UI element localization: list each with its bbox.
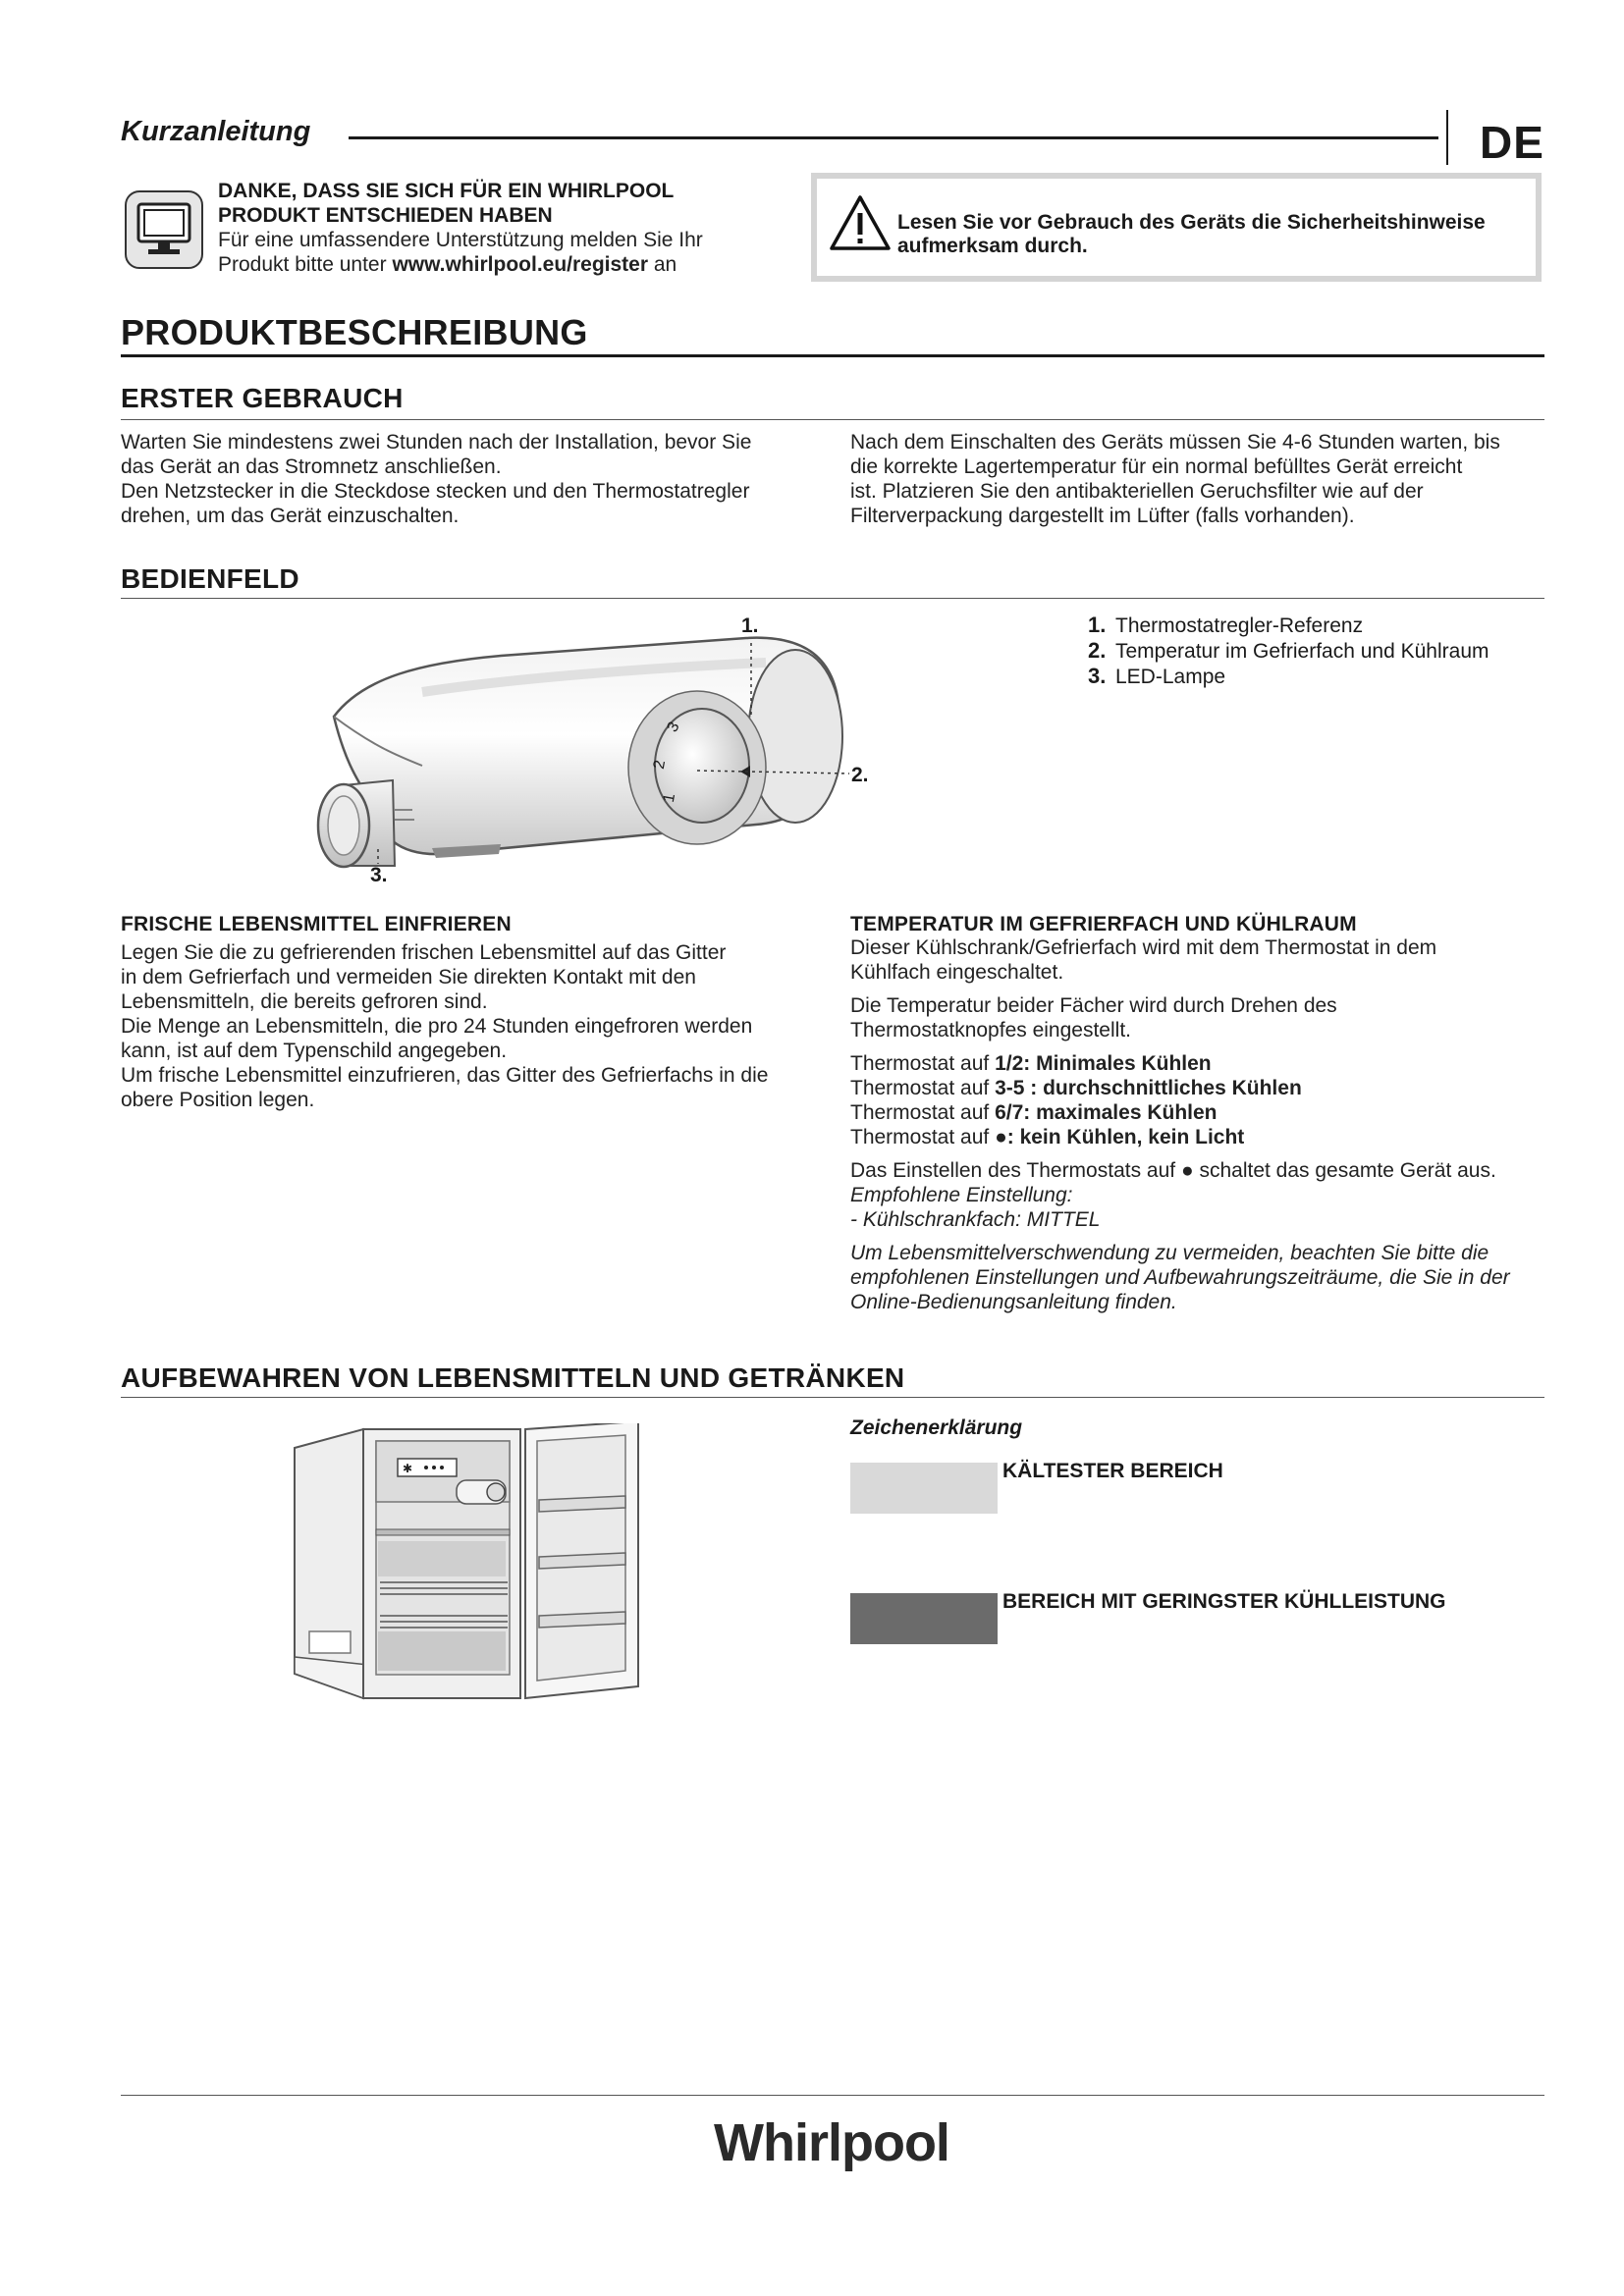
- temperature-off-line: Das Einstellen des Thermostats auf ● schaltet das gesamte Gerät aus.: [850, 1159, 1496, 1182]
- freeze-line: Die Menge an Lebensmitteln, die pro 24 Stunden eingefroren werden: [121, 1015, 753, 1038]
- dial-number: 1: [660, 792, 679, 804]
- temperature-note-line: Online-Bedienungsanleitung finden.: [850, 1291, 1177, 1313]
- storage-rule: [121, 1397, 1544, 1398]
- thermostat-setting: Thermostat auf 3-5 : durchschnittliches Kühlen: [850, 1077, 1302, 1099]
- freeze-heading: FRISCHE LEBENSMITTEL EINFRIEREN: [121, 913, 512, 935]
- temperature-note-line: empfohlenen Einstellungen und Aufbewahrungszeiträume, die Sie in der: [850, 1266, 1510, 1289]
- temperature-heading: TEMPERATUR IM GEFRIERFACH UND KÜHLRAUM: [850, 913, 1357, 935]
- dial-number: 2: [650, 759, 670, 771]
- temperature-line: Kühlfach eingeschaltet.: [850, 961, 1064, 984]
- first-use-right-line: Filterverpackung dargestellt im Lüfter (falls vorhanden).: [850, 505, 1355, 527]
- freeze-line: Um frische Lebensmittel einzufrieren, das Gitter des Gefrierfachs in die: [121, 1064, 769, 1087]
- monitor-icon: [125, 190, 203, 269]
- first-use-right-line: die korrekte Lagertemperatur für ein normal befülltes Gerät erreicht: [850, 455, 1463, 478]
- recommended-label: Empfohlene Einstellung:: [850, 1184, 1073, 1206]
- first-use-left-text: [121, 430, 808, 528]
- fridge-illustration: [290, 1423, 663, 1708]
- freeze-line: obere Position legen.: [121, 1089, 315, 1111]
- warning-line2: aufmerksam durch.: [897, 235, 1088, 257]
- language-code: DE: [1480, 117, 1544, 168]
- thanks-text-pre: Produkt bitte unter: [218, 253, 393, 276]
- first-use-left-line: das Gerät an das Stromnetz anschließen.: [121, 455, 502, 478]
- control-panel-illustration: [304, 609, 893, 893]
- coldest-zone-label: KÄLTESTER BEREICH: [1002, 1460, 1223, 1482]
- footer-rule: [121, 2095, 1544, 2096]
- temperature-note-line: Um Lebensmittelverschwendung zu vermeiden, beachten Sie bitte die: [850, 1242, 1489, 1264]
- least-cold-zone-label: BEREICH MIT GERINGSTER KÜHLLEISTUNG: [1002, 1590, 1446, 1613]
- whirlpool-logo: Whirlpool: [714, 2113, 949, 2172]
- callout-1: 1.: [741, 614, 759, 637]
- register-link[interactable]: www.whirlpool.eu/register: [392, 253, 649, 276]
- first-use-right-line: Nach dem Einschalten des Geräts müssen Sie 4-6 Stunden warten, bis: [850, 431, 1500, 454]
- warning-icon: [829, 194, 892, 251]
- coldest-zone-swatch: [850, 1463, 998, 1514]
- header-title: Kurzanleitung: [121, 116, 311, 147]
- legend-item: 1. Thermostatregler-Referenz: [1088, 613, 1364, 637]
- thanks-text-post: an: [648, 253, 677, 276]
- header-rule-tick: [1446, 110, 1448, 165]
- first-use-left-line: Warten Sie mindestens zwei Stunden nach der Installation, bevor Sie: [121, 431, 752, 454]
- first-use-rule: [121, 419, 1544, 420]
- callout-3: 3.: [370, 864, 388, 886]
- warning-line1: Lesen Sie vor Gebrauch des Geräts die Sicherheitshinweise: [897, 211, 1486, 234]
- header-rule: [349, 136, 1438, 139]
- temperature-text: [850, 935, 1557, 1314]
- freeze-line: Lebensmitteln, die bereits gefroren sind.: [121, 990, 488, 1013]
- thermostat-setting: Thermostat auf 6/7: maximales Kühlen: [850, 1101, 1218, 1124]
- thermostat-setting: Thermostat auf ●: kein Kühlen, kein Licht: [850, 1126, 1245, 1148]
- first-use-right-line: ist. Platzieren Sie den antibakteriellen Geruchsfilter wie auf der: [850, 480, 1424, 503]
- freeze-line: kann, ist auf dem Typenschild angegeben.: [121, 1040, 508, 1062]
- least-cold-zone-swatch: [850, 1593, 998, 1644]
- storage-legend-title: Zeichenerklärung: [850, 1416, 1023, 1439]
- dial-number: 3: [664, 719, 683, 735]
- legend-item: 2. Temperatur im Gefrierfach und Kühlraum: [1088, 638, 1489, 663]
- callout-2: 2.: [851, 764, 869, 786]
- first-use-right-text: [850, 430, 1538, 528]
- freeze-line: Legen Sie die zu gefrierenden frischen Lebensmittel auf das Gitter: [121, 941, 727, 964]
- storage-heading: AUFBEWAHREN VON LEBENSMITTELN UND GETRÄNKEN: [121, 1362, 905, 1393]
- first-use-heading: ERSTER GEBRAUCH: [121, 383, 404, 413]
- product-rule: [121, 354, 1544, 357]
- thanks-text-line1: Für eine umfassendere Unterstützung melden Sie Ihr: [218, 229, 703, 251]
- warning-box: [811, 173, 1542, 282]
- control-panel-heading: BEDIENFELD: [121, 563, 299, 594]
- first-use-left-line: Den Netzstecker in die Steckdose stecken und den Thermostatregler: [121, 480, 750, 503]
- temperature-line: Thermostatknopfes eingestellt.: [850, 1019, 1131, 1041]
- freeze-text: [121, 940, 828, 1112]
- temperature-line: Dieser Kühlschrank/Gefrierfach wird mit dem Thermostat in dem: [850, 936, 1437, 959]
- legend-item: 3. LED-Lampe: [1088, 664, 1226, 688]
- control-panel-legend: [1088, 613, 1540, 689]
- control-panel-rule: [121, 598, 1544, 599]
- product-heading: PRODUKTBESCHREIBUNG: [121, 312, 588, 352]
- freeze-line: in dem Gefrierfach und vermeiden Sie direkten Kontakt mit den: [121, 966, 696, 988]
- thanks-text-line2: [218, 252, 677, 277]
- thanks-title-line2: PRODUKT ENTSCHIEDEN HABEN: [218, 204, 553, 227]
- thanks-title-line1: DANKE, DASS SIE SICH FÜR EIN WHIRLPOOL: [218, 180, 675, 202]
- recommended-value: - Kühlschrankfach: MITTEL: [850, 1208, 1101, 1231]
- svg-text:✱: ✱: [403, 1462, 413, 1475]
- thermostat-setting: Thermostat auf 1/2: Minimales Kühlen: [850, 1052, 1212, 1075]
- temperature-line: Die Temperatur beider Fächer wird durch Drehen des: [850, 994, 1337, 1017]
- first-use-left-line: drehen, um das Gerät einzuschalten.: [121, 505, 460, 527]
